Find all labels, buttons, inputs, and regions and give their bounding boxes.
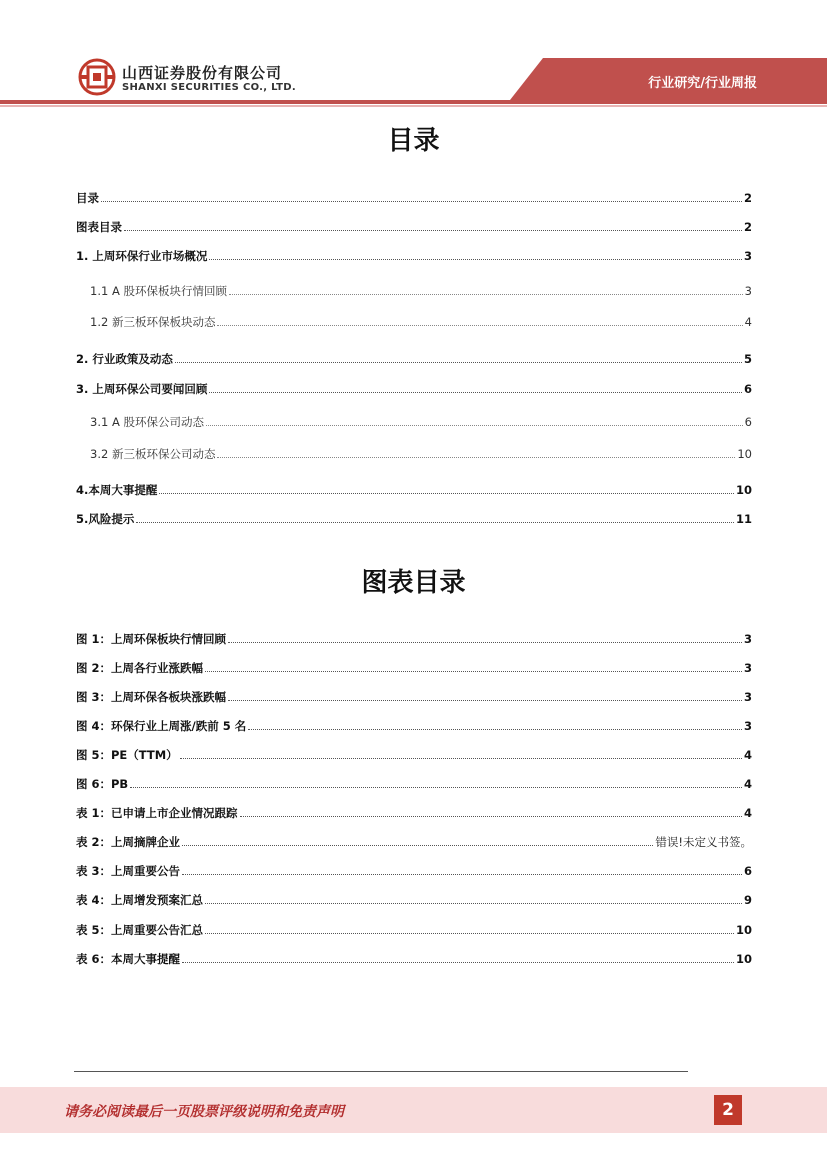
toc-entry-page: 2 — [743, 191, 752, 205]
figure-entry-label: 图 4：环保行业上周涨/跌前 5 名 — [76, 719, 247, 733]
figure-entry-page: 3 — [743, 690, 752, 704]
dot-leader — [209, 258, 742, 260]
toc-entry[interactable] — [76, 246, 752, 264]
toc-entry-page: 10 — [737, 447, 752, 461]
figure-entry[interactable] — [76, 629, 752, 647]
toc-entry[interactable] — [76, 349, 752, 367]
toc-entry[interactable] — [76, 217, 752, 235]
toc-entry[interactable] — [76, 188, 752, 206]
toc-entry-label: 3. 上周环保公司要闻回顾 — [76, 382, 208, 396]
toc-entry-label: 1. 上周环保行业市场概况 — [76, 249, 208, 263]
toc-entry[interactable] — [90, 281, 752, 299]
footer-disclaimer: 请务必阅读最后一页股票评级说明和免责声明 — [64, 1104, 344, 1120]
dot-leader — [206, 424, 743, 426]
dot-leader — [248, 728, 742, 730]
toc-entry[interactable] — [90, 444, 752, 462]
figure-entry-label: 表 4：上周增发预案汇总 — [76, 893, 204, 907]
figure-entry[interactable] — [76, 774, 752, 792]
dot-leader — [205, 670, 742, 672]
figure-entry[interactable] — [76, 832, 752, 850]
toc-entry[interactable] — [90, 312, 752, 330]
figures-title: 图表目录 — [361, 568, 466, 598]
dot-leader — [217, 324, 742, 326]
dot-leader — [101, 200, 742, 202]
figure-entry[interactable] — [76, 861, 752, 879]
figure-entry-label: 表 6：本周大事提醒 — [76, 952, 181, 966]
toc-entry[interactable] — [76, 379, 752, 397]
figure-entry[interactable] — [76, 890, 752, 908]
figure-entry[interactable] — [76, 949, 752, 967]
dot-leader — [159, 492, 734, 494]
dot-leader — [175, 361, 742, 363]
figure-entry[interactable] — [76, 658, 752, 676]
figure-entry-label: 表 3：上周重要公告 — [76, 864, 181, 878]
dot-leader — [205, 932, 734, 934]
figure-entry-label: 图 1：上周环保板块行情回顾 — [76, 632, 227, 646]
dot-leader — [217, 456, 735, 458]
dot-leader — [209, 391, 742, 393]
figure-entry-label: 表 1：已申请上市企业情况跟踪 — [76, 806, 238, 820]
page-number-badge: 2 — [714, 1095, 742, 1125]
company-name-cn: 山西证券股份有限公司 — [122, 64, 283, 82]
toc-entry-page: 3 — [744, 284, 752, 298]
dot-leader — [182, 961, 734, 963]
dot-leader — [182, 844, 653, 846]
toc-entry-page: 6 — [744, 415, 752, 429]
dot-leader — [228, 641, 742, 643]
report-type-tag: 行业研究/行业周报 — [648, 76, 757, 91]
toc-entry-page: 10 — [735, 483, 752, 497]
figure-entry-page: 10 — [735, 952, 752, 966]
toc-entry-page: 6 — [743, 382, 752, 396]
figure-entry-label: 图 6：PB — [76, 777, 129, 791]
toc-entry-label: 图表目录 — [76, 220, 122, 234]
toc-entry-label: 1.2 新三板环保板块动态 — [90, 315, 216, 329]
company-name-en: SHANXI SECURITIES CO., LTD. — [122, 82, 296, 93]
toc-entry-page: 11 — [735, 512, 752, 526]
dot-leader — [124, 229, 742, 231]
figure-entry-page: 4 — [743, 777, 752, 791]
toc-entry-label: 3.1 A 股环保公司动态 — [90, 415, 204, 429]
figure-entry-label: 表 2：上周摘牌企业 — [76, 835, 181, 849]
toc-entry-label: 2. 行业政策及动态 — [76, 352, 173, 366]
dot-leader — [136, 521, 734, 523]
dot-leader — [228, 699, 742, 701]
dot-leader — [130, 786, 742, 788]
figure-entry[interactable] — [76, 687, 752, 705]
toc-entry[interactable] — [76, 509, 752, 527]
figure-entry-page: 9 — [743, 893, 752, 907]
shanxi-securities-logo — [78, 58, 116, 96]
toc-entry-label: 4.本周大事提醒 — [76, 483, 158, 497]
toc-entry-page: 4 — [744, 315, 752, 329]
figure-entry[interactable] — [76, 716, 752, 734]
toc-entry[interactable] — [76, 480, 752, 498]
header-band — [0, 0, 827, 110]
figure-entry[interactable] — [76, 745, 752, 763]
figure-entry-page: 10 — [735, 923, 752, 937]
toc-entry-page: 5 — [743, 352, 752, 366]
dot-leader — [180, 757, 742, 759]
figure-entry-page: 6 — [743, 864, 752, 878]
figure-entry-page: 3 — [743, 632, 752, 646]
toc-entry-page: 3 — [743, 249, 752, 263]
dot-leader — [182, 873, 742, 875]
toc-title: 目录 — [387, 126, 440, 156]
toc-entry-label: 1.1 A 股环保板块行情回顾 — [90, 284, 227, 298]
figure-entry-page: 4 — [743, 806, 752, 820]
figure-entry-page: 3 — [743, 719, 752, 733]
footer-divider — [74, 1071, 688, 1072]
figure-entry-label: 图 2：上周各行业涨跌幅 — [76, 661, 204, 675]
toc-entry-page: 2 — [743, 220, 752, 234]
figure-entry-page: 错误!未定义书签。 — [655, 835, 752, 849]
figure-entry-page: 4 — [743, 748, 752, 762]
toc-entry-label: 3.2 新三板环保公司动态 — [90, 447, 216, 461]
toc-entry-label: 目录 — [76, 191, 99, 205]
dot-leader — [229, 293, 743, 295]
dot-leader — [240, 815, 742, 817]
toc-entry[interactable] — [90, 412, 752, 430]
figure-entry-label: 表 5：上周重要公告汇总 — [76, 923, 204, 937]
figure-entry[interactable] — [76, 803, 752, 821]
figure-entry[interactable] — [76, 920, 752, 938]
toc-entry-label: 5.风险提示 — [76, 512, 135, 526]
figure-entry-page: 3 — [743, 661, 752, 675]
figure-entry-label: 图 5：PE（TTM） — [76, 748, 178, 762]
figure-entry-label: 图 3：上周环保各板块涨跌幅 — [76, 690, 227, 704]
dot-leader — [205, 902, 742, 904]
